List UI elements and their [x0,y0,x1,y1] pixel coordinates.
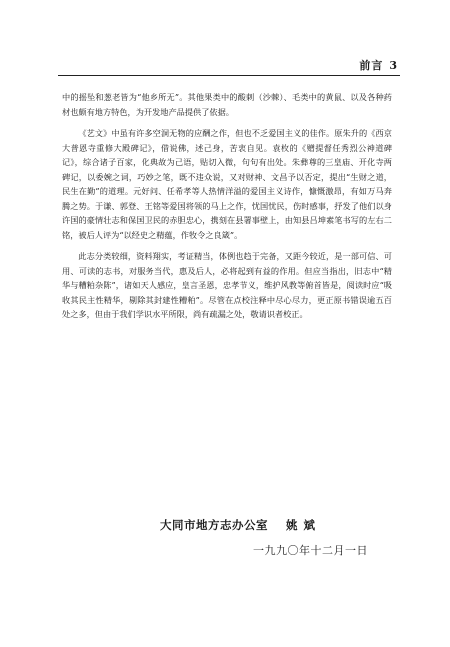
paragraph-1: 中的摇坠和葱老皆为“他乡所无”。其他果类中的酸刺（沙棘）、毛类中的黄鼠、以及各种药材也颇有地方特色，为开发地产品提供了依据。 [62,92,392,117]
section-title: 前言 [359,59,384,72]
signature-person: 姚斌 [286,518,321,532]
page-number: 3 [389,59,398,72]
signature [160,517,321,533]
body-text [62,90,392,329]
signature-date: 一九九〇年十二月一日 [253,544,368,557]
signature-organization: 大同市地方志办公室 [160,518,268,532]
header-rule [58,75,400,76]
running-header [359,57,398,73]
paragraph-3: 此志分类较细，资料翔实，考证精当，体例也趋于完备，又距今较近，是一部可信、可用、可读的志书，对服务当代，惠及后人，必将起到有益的作用。但应当指出，旧志中“精华与糟粕杂陈”，诸如天人感应，皇言圣恩，忠孝节义，维护风教等俯首皆是，阅读时应“吸收其民主性精华，剔除其封建性糟粕”。尽管在点校注释中尽心尽力，更正原书错误逾五百处之多，但由于我们学识水平所限，尚有疏漏之处，敬请识者校正。 [62,251,392,319]
paragraph-2: 《艺文》中虽有许多空洞无物的应酬之作，但也不乏爱国主义的佳作。原朱升的《西京大普恩寺重修大殿碑记》，借说佛，述己身，苦衷自见。袁枚的《赠提督任秀烈公神道碑记》，综合诸子百家，化典故为己语，贴切入微，句句有出处。朱彝尊的三皇庙、开化寺两碑记，以委婉之词，巧妙之笔，既不违众说，又对财神、文昌予以否定，提出“生财之道，民生在勤”的道理。元好问、任希孝等人热情洋溢的爱国主义诗作，慷慨激昂，有如万马奔腾之势。于谦、郭登、王铭等爱国将领的马上之作，忧国忧民，伤时感事，抒发了他们以身许国的豪情壮志和保国卫民的赤胆忠心，携刻在县署事壁上，由知县吕坤素笔书写的左右二铭，被后人评为“以经史之精蕴，作牧令之良箴”。 [62,128,392,240]
